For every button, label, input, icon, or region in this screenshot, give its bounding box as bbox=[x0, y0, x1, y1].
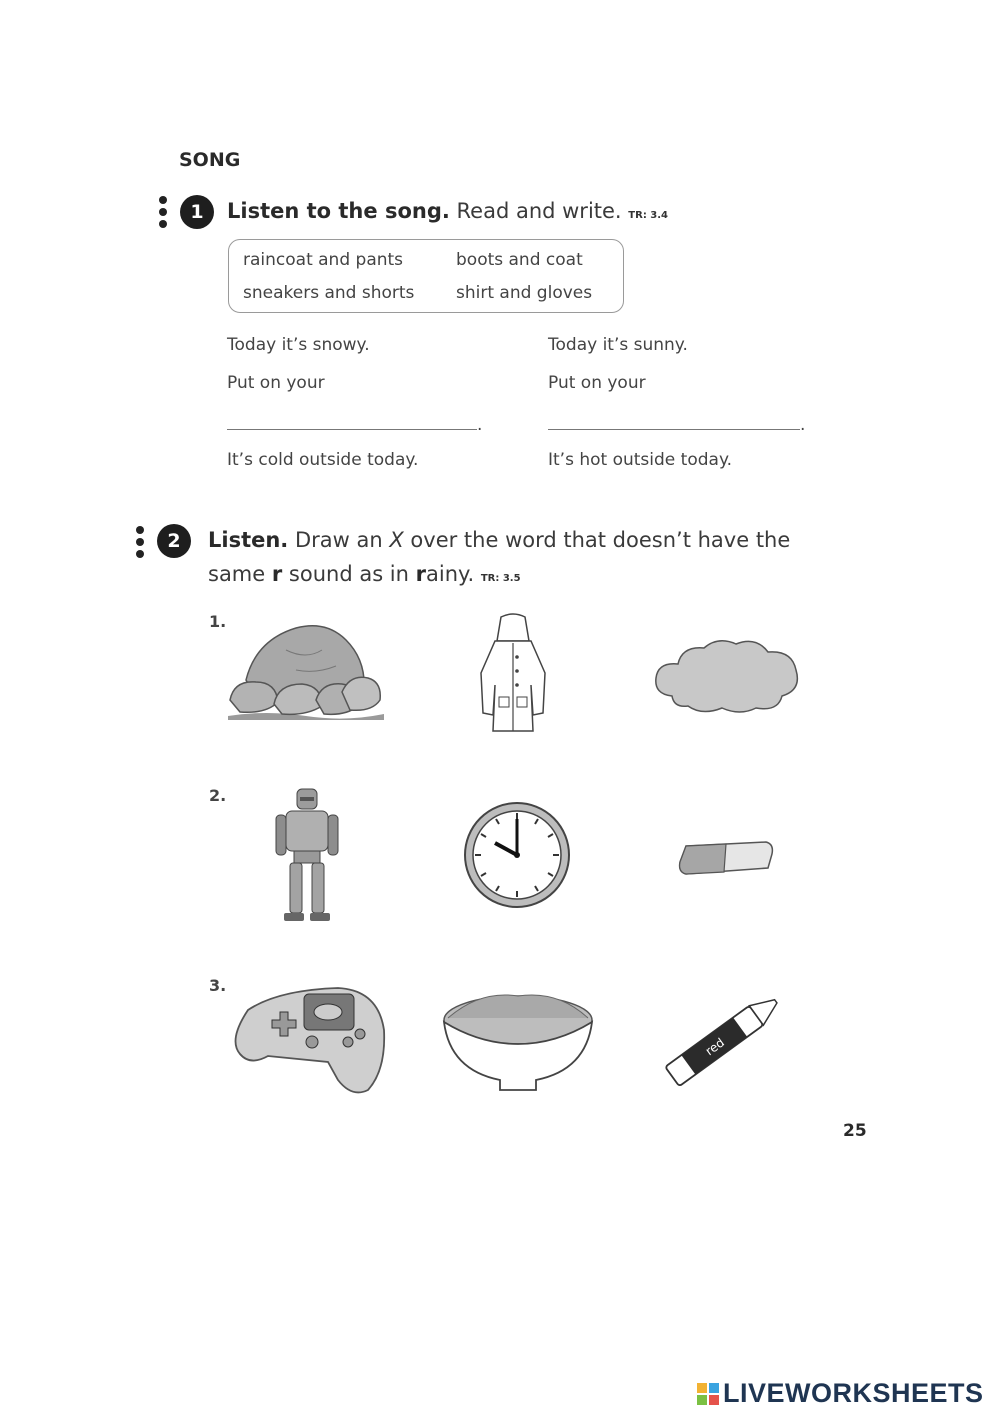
left-answer-blank[interactable] bbox=[227, 429, 477, 430]
instruction-text: Draw an bbox=[288, 528, 390, 552]
page-number: 25 bbox=[843, 1121, 867, 1141]
clock-picture[interactable] bbox=[463, 801, 571, 909]
cloud-picture[interactable] bbox=[652, 634, 802, 714]
eraser-picture[interactable] bbox=[676, 832, 776, 878]
rocks-picture[interactable] bbox=[226, 620, 386, 722]
right-verse-line2: Put on your bbox=[548, 373, 646, 393]
liveworksheets-logo[interactable] bbox=[697, 1378, 984, 1409]
rice-bowl-picture[interactable] bbox=[440, 992, 596, 1094]
instruction-italic-x: X bbox=[389, 528, 404, 552]
exercise-2-instruction-bold: Listen. bbox=[208, 528, 289, 552]
exercise-1-instruction-rest: Read and write. bbox=[449, 199, 622, 223]
section-title: SONG bbox=[179, 149, 241, 171]
word-bank-item: raincoat and pants bbox=[243, 250, 404, 270]
exercise-2-track: TR: 3.5 bbox=[480, 573, 521, 584]
exercise-1-number: 1 bbox=[180, 195, 214, 229]
raincoat-picture[interactable] bbox=[473, 613, 553, 735]
left-blank-period: . bbox=[477, 415, 483, 435]
row-3-label: 3. bbox=[209, 976, 227, 995]
audio-dots-icon[interactable] bbox=[159, 196, 169, 232]
row-2-label: 2. bbox=[209, 786, 227, 805]
logo-square bbox=[697, 1395, 707, 1405]
right-blank-period: . bbox=[800, 415, 806, 435]
logo-grid-icon bbox=[697, 1383, 719, 1405]
instruction-bold-r: r bbox=[271, 562, 283, 586]
instruction-text: over the word that doesn’t have the bbox=[403, 528, 791, 552]
logo-square bbox=[709, 1395, 719, 1405]
game-controller-picture[interactable] bbox=[228, 980, 388, 1098]
right-answer-blank[interactable] bbox=[548, 429, 800, 430]
right-verse-line1: Today it’s sunny. bbox=[548, 335, 688, 355]
instruction-text: same bbox=[208, 562, 272, 586]
exercise-2-instruction-line1 bbox=[208, 528, 790, 552]
row-1-label: 1. bbox=[209, 612, 227, 631]
instruction-text: ainy. bbox=[426, 562, 475, 586]
word-bank-item: sneakers and shorts bbox=[243, 283, 415, 303]
left-verse-line1: Today it’s snowy. bbox=[227, 335, 370, 355]
exercise-1-instruction bbox=[227, 199, 668, 223]
robot-picture[interactable] bbox=[270, 785, 344, 925]
left-verse-line3: It’s cold outside today. bbox=[227, 450, 419, 470]
logo-brand-text: LIVEWORKSHEETS bbox=[723, 1378, 984, 1408]
exercise-1-instruction-bold: Listen to the song. bbox=[227, 199, 450, 223]
word-bank-item: shirt and gloves bbox=[456, 283, 593, 303]
logo-square bbox=[697, 1383, 707, 1393]
instruction-text: sound as in bbox=[282, 562, 416, 586]
exercise-2-instruction-line2 bbox=[208, 562, 521, 586]
right-verse-line3: It’s hot outside today. bbox=[548, 450, 732, 470]
crayon-label: red bbox=[702, 1035, 727, 1059]
logo-square bbox=[709, 1383, 719, 1393]
exercise-2-number: 2 bbox=[157, 524, 191, 558]
left-verse-line2: Put on your bbox=[227, 373, 325, 393]
exercise-1-track: TR: 3.4 bbox=[628, 210, 669, 221]
crayon-picture[interactable] bbox=[656, 985, 798, 1091]
word-bank-item: boots and coat bbox=[456, 250, 583, 270]
instruction-bold-r: r bbox=[415, 562, 426, 586]
audio-dots-icon[interactable] bbox=[136, 526, 146, 562]
